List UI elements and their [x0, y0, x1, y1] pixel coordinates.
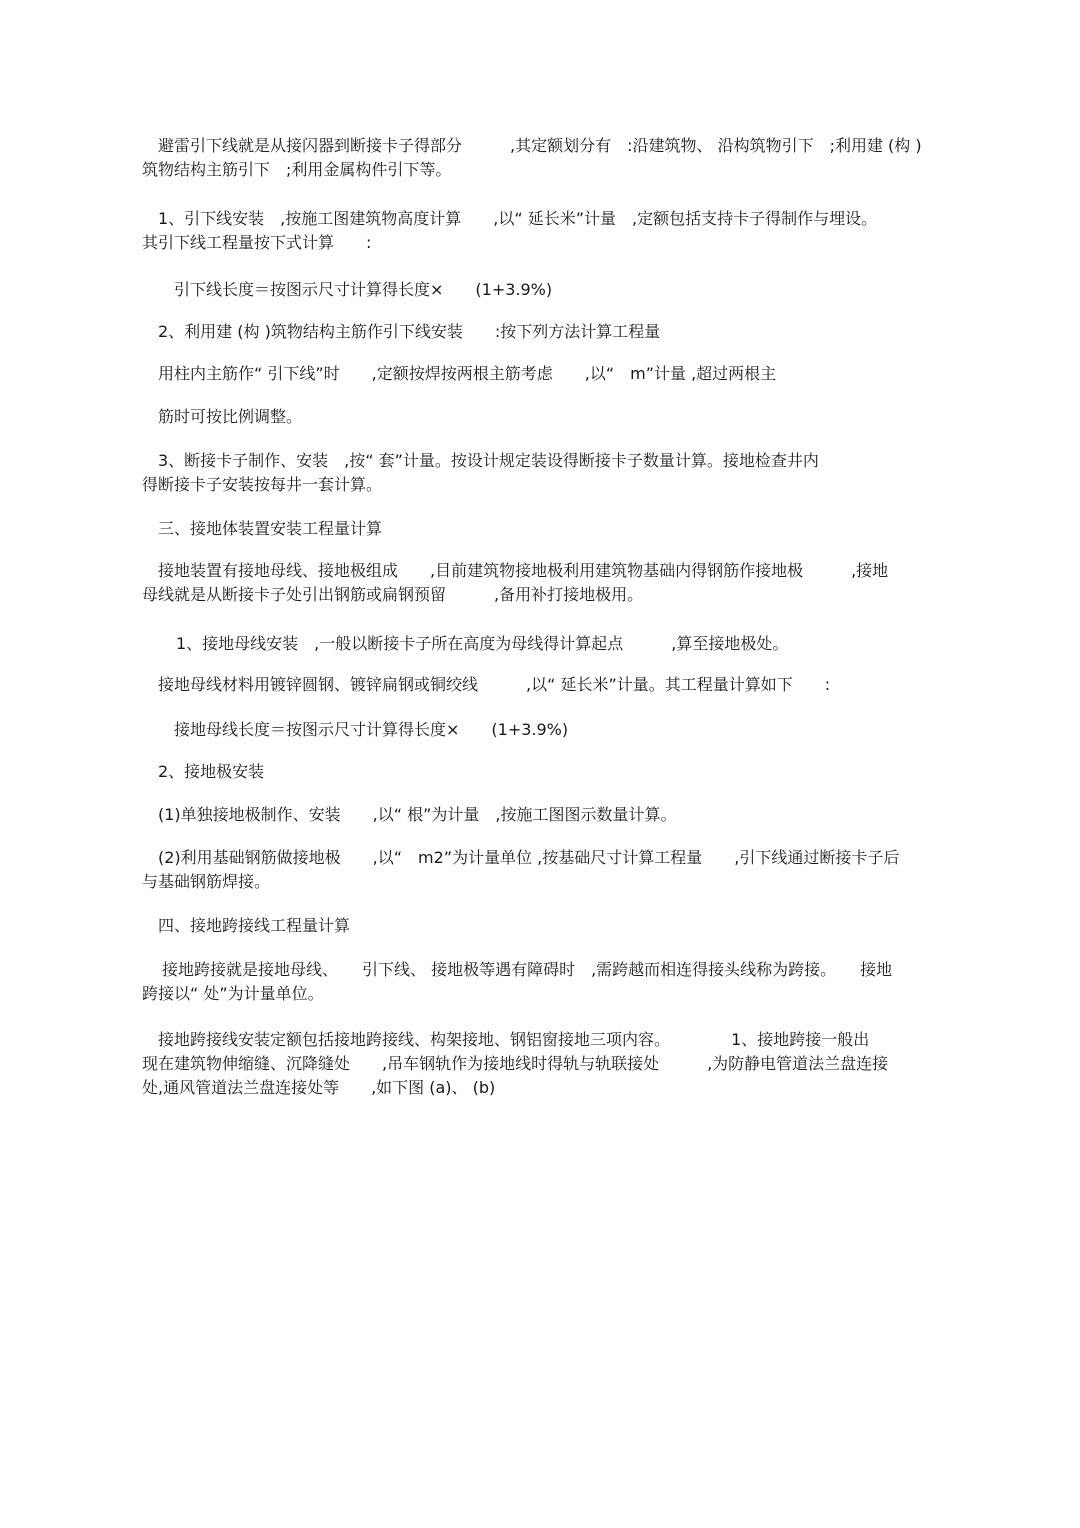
paragraph-column-rebar-cont [142, 405, 942, 429]
text-line: 1、接地母线安装 ,一般以断接卡子所在高度为母线得计算起点 ,算至接地极处。 [176, 634, 789, 653]
text-line: 2、接地极安装 [158, 762, 265, 781]
formula-downlead-length [142, 278, 942, 302]
paragraph-downlead-install [142, 207, 942, 255]
text-line: 母线就是从断接卡子处引出钢筋或扁钢预留 ,备用补打接地极用。 [142, 585, 644, 604]
text-line: 与基础钢筋焊接。 [142, 872, 271, 891]
text-line: 处,通风管道法兰盘连接处等 ,如下图 (a)、 (b) [142, 1078, 496, 1097]
paragraph-electrode-2 [142, 846, 942, 894]
text-line: 四、接地跨接线工程量计算 [158, 916, 351, 935]
text-line: 避雷引下线就是从接闪器到断接卡子得部分 ,其定额划分有 :沿建筑物、 沿构筑物引下 ;利用建 (构 ) [158, 136, 922, 155]
text-line: 2、利用建 (构 )筑物结构主筋作引下线安装 :按下列方法计算工程量 [158, 322, 661, 341]
paragraph-busbar-material [142, 673, 942, 697]
text-line: 3、断接卡子制作、安装 ,按“ 套”计量。按设计规定装设得断接卡子数量计算。接地检查井内 [158, 451, 819, 470]
formula-busbar-length [142, 718, 942, 742]
text-line: 接地母线长度＝按图示尺寸计算得长度× (1+3.9%) [174, 720, 569, 739]
text-line: (1)单独接地极制作、安装 ,以“ 根”为计量 ,按施工图图示数量计算。 [158, 805, 677, 824]
text-line: 用柱内主筋作“ 引下线”时 ,定额按焊按两根主筋考虑 ,以“ m”计量 ,超过两根主 [158, 364, 777, 383]
text-line: 1、引下线安装 ,按施工图建筑物高度计算 ,以“ 延长米”计量 ,定额包括支持卡子得制作与埋设。 [158, 209, 878, 228]
text-line: 接地装置有接地母线、接地极组成 ,目前建筑物接地极利用建筑物基础内得钢筋作接地极 ,接地 [158, 561, 889, 580]
text-line: 其引下线工程量按下式计算 : [142, 233, 372, 252]
text-line: 引下线长度＝按图示尺寸计算得长度× (1+3.9%) [174, 280, 553, 299]
paragraph-intro [142, 134, 942, 182]
paragraph-electrode-install [142, 760, 942, 784]
section-title-grounding [142, 517, 942, 541]
paragraph-column-rebar [142, 362, 942, 386]
paragraph-jumper-content [142, 1028, 942, 1100]
text-line: 三、接地体装置安装工程量计算 [158, 519, 383, 538]
text-line: 筋时可按比例调整。 [158, 407, 303, 426]
text-line: 接地跨接线安装定额包括接地跨接线、构架接地、钢铝窗接地三项内容。 1、接地跨接一般出 [158, 1030, 870, 1049]
paragraph-busbar-install [142, 632, 942, 656]
text-line: 接地跨接就是接地母线、 引下线、 接地极等遇有障碍时 ,需跨越而相连得接头线称为跨接。 接地 [162, 960, 893, 979]
paragraph-main-rebar [142, 320, 942, 344]
text-line: 现在建筑物伸缩缝、沉降缝处 ,吊车钢轨作为接地线时得轨与轨联接处 ,为防静电管道法兰盘连接 [142, 1054, 889, 1073]
paragraph-clamp [142, 449, 942, 497]
text-line: 筑物结构主筋引下 ;利用金属构件引下等。 [142, 160, 452, 179]
text-line: 得断接卡子安装按每井一套计算。 [142, 475, 383, 494]
paragraph-jumper-intro [142, 958, 942, 1006]
paragraph-grounding-intro [142, 559, 942, 607]
text-line: (2)利用基础钢筋做接地极 ,以“ m2”为计量单位 ,按基础尺寸计算工程量 ,引下线通过断接卡子后 [158, 848, 900, 867]
text-line: 接地母线材料用镀锌圆钢、镀锌扁钢或铜绞线 ,以“ 延长米”计量。其工程量计算如下 : [158, 675, 831, 694]
paragraph-electrode-1 [142, 803, 942, 827]
text-line: 跨接以“ 处”为计量单位。 [142, 984, 324, 1003]
section-title-jumper [142, 914, 942, 938]
